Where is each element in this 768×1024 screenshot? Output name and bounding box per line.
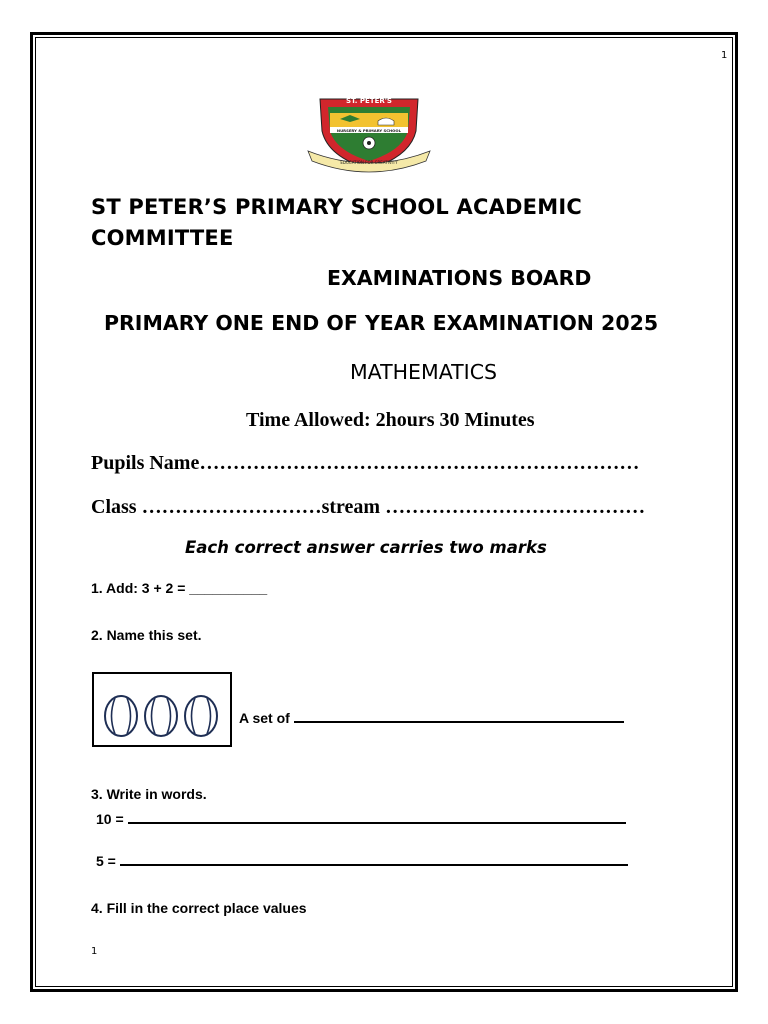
pupil-name-field: Pupils Name………………………………………………………… — [91, 452, 640, 474]
question-1: 1. Add: 3 + 2 = __________ — [91, 580, 268, 596]
school-title: ST PETER’S PRIMARY SCHOOL ACADEMIC COMMITTEE — [91, 195, 582, 250]
exam-title: PRIMARY ONE END OF YEAR EXAMINATION 2025 — [104, 311, 659, 335]
question-3b — [96, 852, 628, 869]
set-picture-box — [92, 672, 232, 747]
q3a-blank — [128, 810, 626, 824]
instruction: Each correct answer carries two marks — [185, 538, 547, 557]
question-2: 2. Name this set. — [91, 627, 202, 643]
logo-motto: EDUCATION FOR CREATIVITY — [340, 160, 398, 165]
q3b-label: 5 = — [96, 853, 120, 869]
question-3a — [96, 810, 626, 827]
question-3: 3. Write in words. — [91, 786, 207, 802]
set-answer-label: A set of — [239, 710, 294, 726]
logo-middle-text: NURSERY & PRIMARY SCHOOL — [336, 128, 402, 133]
class-stream-field: Class ………………………stream ………………………………… — [91, 496, 646, 518]
page-number-footer: 1 — [91, 946, 98, 957]
tennis-balls-set-icon — [94, 674, 230, 745]
logo-top-text: ST. PETER'S — [346, 97, 392, 105]
set-answer-blank — [294, 709, 624, 723]
q3b-blank — [120, 852, 628, 866]
time-allowed: Time Allowed: 2hours 30 Minutes — [246, 409, 535, 431]
board-title: EXAMINATIONS BOARD — [327, 266, 592, 290]
question-4: 4. Fill in the correct place values — [91, 900, 307, 916]
school-crest-logo — [306, 91, 432, 173]
subject-title: MATHEMATICS — [350, 360, 498, 384]
set-answer-line — [239, 709, 624, 726]
page-number-top: 1 — [721, 50, 728, 61]
q3a-label: 10 = — [96, 811, 128, 827]
